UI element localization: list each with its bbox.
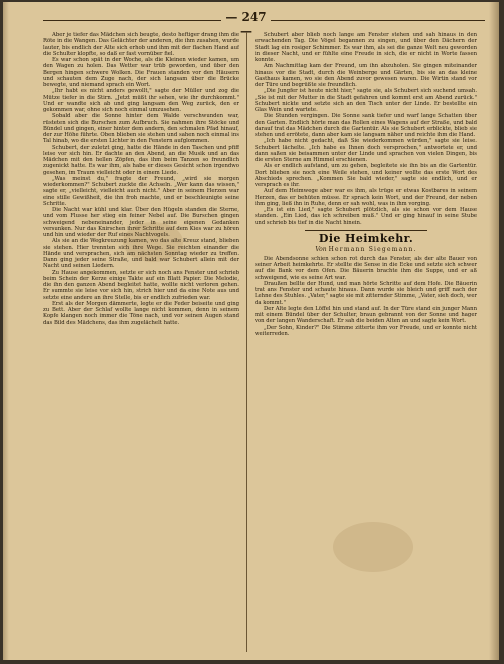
- paragraph: Draußen bellte der Hund, und man hörte Schritte auf dem Hofe. Die Bäuerin trat ans Fenster und schaute hinaus. Dann wurde sie bleich und griff nach der Lehne des Stuhles. „Vater," sagte sie mit zitternder Stimme, „Vater, sieh doch, wer da kommt.": [255, 280, 477, 306]
- story-author: Hermann Siegemann.: [328, 245, 417, 253]
- story-byline: [255, 246, 477, 254]
- paragraph: Als sie an die Wegkreuzung kamen, wo das alte Kreuz stand, blieben sie stehen. Hier trennten sich ihre Wege. Sie reichten einander die Hände und versprachen, sich am nächsten Sonntag wieder zu treffen. Dann ging jeder seine Straße, und bald war Schubert allein mit der Nacht und seinen Liedern.: [43, 238, 239, 270]
- paragraph: „Die Jungfer ist heute nicht hier," sagte sie, als Schubert sich suchend umsah. „Sie ist mit der Mutter in die Stadt gefahren und kommt erst am Abend zurück." Schubert nickte und setzte sich an den Tisch unter der Linde. Er bestellte ein Glas Wein und wartete.: [255, 88, 477, 113]
- header-rule-left: [43, 20, 221, 21]
- paragraph: Am Nachmittag kam der Freund, um ihn abzuholen. Sie gingen miteinander hinaus vor die Stadt, durch die Weinberge und Gärten, bis sie an das kleine Gasthaus kamen, wo sie den Abend zuvor gewesen waren. Die Wirtin stand vor der Türe und begrüßte sie freundlich.: [255, 63, 477, 88]
- paper-stain: [123, 222, 183, 262]
- paragraph: Als er endlich aufstand, um zu gehen, begleitete sie ihn bis an die Gartentür. Dort blieben sie noch eine Weile stehen, und keiner wollte das erste Wort des Abschieds sprechen. „Kommen Sie bald wieder," sagte sie endlich, und er versprach es ihr.: [255, 163, 477, 188]
- header-rule-right: [271, 20, 485, 21]
- paragraph: Zu Hause angekommen, setzte er sich noch ans Fenster und schrieb beim Schein der Kerze einige Takte auf ein Blatt Papier. Die Melodie, die ihn den ganzen Abend begleitet hatte, wollte nicht verloren gehen. Er summte sie leise vor sich hin, strich hier und da eine Note aus und setzte eine andere an ihre Stelle, bis er endlich zufrieden war.: [43, 269, 239, 301]
- paragraph: Auf dem Heimwege aber war es ihm, als trüge er etwas Kostbares in seinem Herzen, das er behüten müsse. Er sprach kein Wort, und der Freund, der neben ihm ging, ließ ihn in Ruhe, denn er sah wohl, was in ihm vorging.: [255, 188, 477, 207]
- paragraph: Die Abendsonne schien schon rot durch das Fenster, als der alte Bauer von seiner Arbeit heimkehrte. Er stellte die Sense in die Ecke und setzte sich schwer auf die Bank vor dem Ofen. Die Bäuerin brachte ihm die Suppe, und er aß schweigend, wie es seine Art war.: [255, 255, 477, 281]
- paragraph: Aber je tiefer das Mädchen sich beugte, desto heftiger drang ihm die Röte in die Wangen. Das Gelächter der anderen, die ihm zusahen, wurde lauter, bis endlich der Alte sich erhob und ihm mit der flachen Hand auf die Schulter klopfte, so daß er fast vornüber fiel.: [43, 32, 239, 57]
- paragraph: „Der Sohn, Kinder?" Die Stimme zitterte ihm vor Freude, und er konnte nicht weiterreden.: [255, 324, 477, 337]
- paragraph: Erst als der Morgen dämmerte, legte er die Feder beiseite und ging zu Bett. Aber der Schlaf wollte lange nicht kommen, denn in seinem Kopfe klangen noch immer die Töne nach, und vor seinen Augen stand das Bild des Mädchens, das ihm zugelächelt hatte.: [43, 300, 239, 326]
- left-column: [43, 32, 239, 654]
- paragraph: „Was meinst du," fragte der Freund, „wird sie morgen wiederkommen?" Schubert zuckte die Achseln. „Wer kann das wissen," sagte er, „vielleicht, vielleicht auch nicht." Aber in seinem Herzen war eine stille Gewißheit, die ihn froh machte, und er beschleunigte seine Schritte.: [43, 175, 239, 207]
- paragraph: Die Stunden vergingen. Die Sonne sank tiefer und warf lange Schatten über den Garten. Endlich hörte man das Rollen eines Wagens auf der Straße, und bald darauf trat das Mädchen durch die Gartentür. Als sie Schubert erblickte, blieb sie stehen und errötete, dann aber kam sie langsam näher und reichte ihm die Hand.: [255, 113, 477, 138]
- paragraph: Der Alte legte den Löffel hin und stand auf. In der Türe stand ein junger Mann mit einem Bündel über der Schulter, braun gebrannt von der Sonne und hager von der langen Wanderschaft. Er sah die beiden Alten an und sagte kein Wort.: [255, 305, 477, 325]
- story-heading: [255, 230, 477, 254]
- paragraph: „Ihr habt es nicht anders gewollt," sagte der Müller und zog die Mütze tiefer in die Stirn. „Jetzt müßt ihr sehen, wie ihr durchkommt." Und er wandte sich ab und ging langsam den Weg zurück, den er gekommen war, ohne sich noch einmal umzusehen.: [43, 88, 239, 113]
- paragraph: Schubert aber blieb noch lange am Fenster stehen und sah hinaus in den erwachenden Tag. Die Vögel begannen zu singen, und über den Dächern der Stadt lag ein rosiger Schimmer. Es war ihm, als sei die ganze Welt neu geworden in dieser Nacht, und er fühlte eine Freude in sich, die er nicht in Worte fassen konnte.: [255, 32, 477, 63]
- byline-prefix: Von: [315, 245, 327, 253]
- paragraph: Es war schon spät in der Woche, als die Kleinen wieder kamen, um den Wagen zu holen. Das Wetter war trüb geworden, und über den Bergen hingen schwere Wolken. Die Frauen standen vor den Häusern und schauten dem Zuge nach, der sich langsam über die Brücke bewegte, und niemand sprach ein Wort.: [43, 57, 239, 88]
- page-edge-shadow: [3, 2, 9, 660]
- column-divider: [246, 32, 247, 652]
- story-title: Die Heimkehr.: [318, 231, 414, 245]
- paragraph: „Ich habe nicht gedacht, daß Sie wiederkommen würden," sagte sie leise. Schubert lächelte. „Ich habe es Ihnen doch versprochen," antwortete er, und dann saßen sie beisammen unter der Linde und sprachen von vielen Dingen, bis die ersten Sterne am Himmel erschienen.: [255, 138, 477, 163]
- paragraph: „Es ist ein Lied," sagte Schubert plötzlich, als sie schon vor dem Hause standen. „Ein Lied, das ich schreiben muß." Und er ging hinauf in seine Stube und schrieb bis tief in die Nacht hinein.: [255, 207, 477, 226]
- gutter-shadow: [489, 2, 499, 660]
- paragraph: Die Nacht war kühl und klar. Über den Hügeln standen die Sterne, und vom Flusse her stieg ein feiner Nebel auf. Die Burschen gingen schweigend nebeneinander, jeder in seine eigenen Gedanken versunken. Nur das Knirschen ihrer Schritte auf dem Kies war zu hören und hin und wieder der Ruf eines Nachtvogels.: [43, 207, 239, 238]
- paragraph: Schubert, der zuletzt ging, hatte die Hände in den Taschen und pfiff leise vor sich hin. Er dachte an den Abend, an die Musik und an das Mädchen mit den hellen Zöpfen, das ihm beim Tanzen so freundlich zugenickt hatte. Es war ihm, als habe er dieses Gesicht schon irgendwo gesehen, im Traum vielleicht oder in einem Liede.: [43, 144, 239, 176]
- page-header: [3, 8, 499, 38]
- page-number: — 247 —: [225, 10, 267, 38]
- paper-stain: [333, 522, 413, 572]
- paragraph: Sobald aber die Sonne hinter dem Walde verschwunden war, rüsteten sich die Burschen zum Aufbruch. Sie nahmen ihre Stöcke und Bündel und gingen, einer hinter dem andern, den schmalen Pfad hinauf, der zur Höhe führte. Oben blieben sie stehen und sahen noch einmal ins Tal hinab, wo die ersten Lichter in den Fenstern aufglommen.: [43, 113, 239, 145]
- magazine-page: [3, 2, 499, 660]
